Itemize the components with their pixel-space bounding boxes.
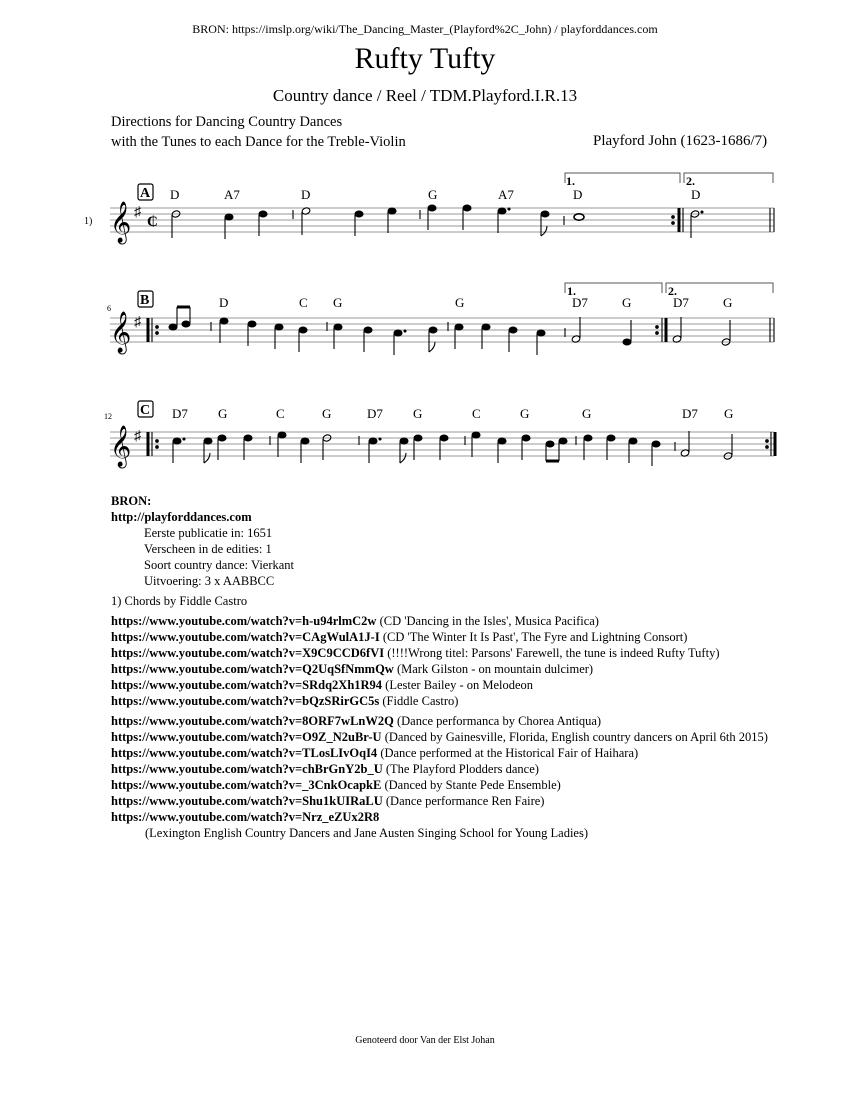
chord: C: [299, 295, 308, 310]
chord: G: [218, 406, 228, 421]
sharp-icon: ♯: [134, 315, 141, 330]
link-item: [111, 677, 720, 693]
chord: G: [622, 295, 632, 310]
performance: Uitvoering: 3 x AABBCC: [144, 574, 275, 588]
link-description: (Fiddle Castro): [379, 694, 459, 708]
rehearsal-mark-b: B: [140, 293, 150, 308]
youtube-link[interactable]: https://www.youtube.com/watch?v=CAgWulA1J-I: [111, 630, 380, 644]
video-links-group-1: [111, 613, 720, 709]
editions: Verscheen in de edities: 1: [144, 542, 272, 556]
subtitle: Country dance / Reel / TDM.Playford.I.R.13: [272, 86, 578, 105]
measure-number: 12: [104, 412, 112, 421]
chord: D7: [367, 406, 383, 421]
composer: Playford John (1623-1686/7): [593, 133, 768, 149]
footer-credit: Genoteerd door Van der Elst Johan: [355, 1035, 495, 1046]
dance-type: Soort country dance: Vierkant: [144, 558, 295, 572]
footnote: 1) Chords by Fiddle Castro: [111, 594, 248, 608]
chord: G: [520, 406, 530, 421]
link-description: (Dance performance Ren Faire): [382, 794, 545, 808]
link-item: [111, 745, 768, 761]
sharp-icon: ♯: [134, 205, 141, 220]
chord: G: [322, 406, 332, 421]
link-item: [111, 761, 768, 777]
link-description: (Lester Bailey - on Melodeon: [382, 678, 534, 692]
bron-label: BRON:: [111, 494, 152, 508]
youtube-link[interactable]: https://www.youtube.com/watch?v=_3CnkOcapkE: [111, 778, 382, 792]
measure-number: 6: [107, 304, 111, 313]
staff-system-1: [84, 173, 774, 244]
youtube-link[interactable]: https://www.youtube.com/watch?v=O9Z_N2uBr-U: [111, 730, 382, 744]
chord: G: [582, 406, 592, 421]
youtube-link[interactable]: https://www.youtube.com/watch?v=X9C9CCD6fVI: [111, 646, 385, 660]
link-description: (Danced by Stante Pede Ensemble): [381, 778, 561, 792]
link-description: (CD 'Dancing in the Isles', Musica Pacifica): [376, 614, 599, 628]
chord: D: [219, 295, 229, 310]
link-item: [111, 693, 720, 709]
link-description: (The Playford Plodders dance): [382, 762, 539, 776]
book-line-1: Directions for Dancing Country Dances: [111, 114, 343, 130]
youtube-link[interactable]: https://www.youtube.com/watch?v=h-u94rlmC2w: [111, 614, 377, 628]
link-description: (Dance performanca by Chorea Antiqua): [393, 714, 602, 728]
chord: G: [413, 406, 423, 421]
link-description: (CD 'The Winter It Is Past', The Fyre and Lightning Consort): [379, 630, 688, 644]
sharp-icon: ♯: [134, 429, 141, 444]
staff-system-3: [104, 401, 775, 468]
link-item: [111, 777, 768, 793]
first-publication: Eerste publicatie in: 1651: [144, 526, 273, 540]
link-item: [111, 809, 768, 825]
chord: D7: [572, 295, 588, 310]
source-line: BRON: https://imslp.org/wiki/The_Dancing_Master_(Playford%2C_John) / playforddances.com: [192, 22, 658, 36]
chord: G: [428, 187, 438, 202]
link-item: [111, 793, 768, 809]
treble-clef-icon: 𝄞: [110, 202, 132, 242]
chord: D7: [673, 295, 689, 310]
chord: G: [333, 295, 343, 310]
youtube-link[interactable]: https://www.youtube.com/watch?v=Q2UqSfNmmQw: [111, 662, 394, 676]
rehearsal-mark-c: C: [140, 403, 151, 418]
chord: D: [573, 187, 583, 202]
link-description: (Danced by Gainesville, Florida, English country dancers on April 6th 2015): [381, 730, 768, 744]
youtube-link[interactable]: https://www.youtube.com/watch?v=Nrz_eZUx2R8: [111, 810, 380, 824]
link-item: [111, 629, 720, 645]
volta-1: 1.: [567, 284, 576, 298]
chord: D7: [682, 406, 698, 421]
chord: G: [724, 406, 734, 421]
volta-1: 1.: [566, 174, 575, 188]
book-line-2: with the Tunes to each Dance for the Treble-Violin: [111, 134, 406, 150]
youtube-link[interactable]: https://www.youtube.com/watch?v=bQzSRirGC5s: [111, 694, 380, 708]
youtube-link[interactable]: https://www.youtube.com/watch?v=8ORF7wLnW2Q: [111, 714, 394, 728]
link-description: (Dance performed at the Historical Fair of Haihara): [377, 746, 639, 760]
treble-clef-icon: 𝄞: [110, 312, 132, 352]
volta-2: 2.: [668, 284, 677, 298]
treble-clef-icon: 𝄞: [110, 426, 132, 466]
youtube-link[interactable]: https://www.youtube.com/watch?v=SRdq2Xh1R94: [111, 678, 383, 692]
chord: G: [723, 295, 733, 310]
staff-system-2: [107, 283, 774, 355]
bron-url[interactable]: http://playforddances.com: [111, 510, 252, 524]
chord: D7: [172, 406, 188, 421]
link-description: (Mark Gilston - on mountain dulcimer): [393, 662, 594, 676]
youtube-link[interactable]: https://www.youtube.com/watch?v=chBrGnY2b_U: [111, 762, 383, 776]
cut-time-icon: ₵: [147, 214, 158, 230]
chord: C: [472, 406, 481, 421]
link-item: [111, 729, 768, 745]
chord: G: [455, 295, 465, 310]
volta-2: 2.: [686, 174, 695, 188]
chord: D: [170, 187, 180, 202]
source-notes: [111, 493, 294, 609]
link-item: [111, 661, 720, 677]
youtube-link[interactable]: https://www.youtube.com/watch?v=Shu1kUIRaLU: [111, 794, 383, 808]
link-description: (Lexington English Country Dancers and Jane Austen Singing School for Young Ladies): [145, 826, 589, 840]
chord: D: [301, 187, 311, 202]
rehearsal-mark-a: A: [140, 186, 151, 201]
chord: C: [276, 406, 285, 421]
music-score: [0, 0, 850, 480]
chord: A7: [498, 187, 514, 202]
youtube-link[interactable]: https://www.youtube.com/watch?v=TLosLIvOqI4: [111, 746, 378, 760]
link-item: [111, 713, 768, 729]
link-item: [111, 613, 720, 629]
chord: A7: [224, 187, 240, 202]
link-item: [111, 645, 720, 661]
footnote-marker: 1): [84, 216, 93, 227]
video-links-group-2: [111, 713, 768, 841]
chord: D: [691, 187, 701, 202]
page-title: Rufty Tufty: [354, 42, 496, 75]
link-description: (!!!!Wrong titel: Parsons' Farewell, the tune is indeed Rufty Tufty): [384, 646, 720, 660]
